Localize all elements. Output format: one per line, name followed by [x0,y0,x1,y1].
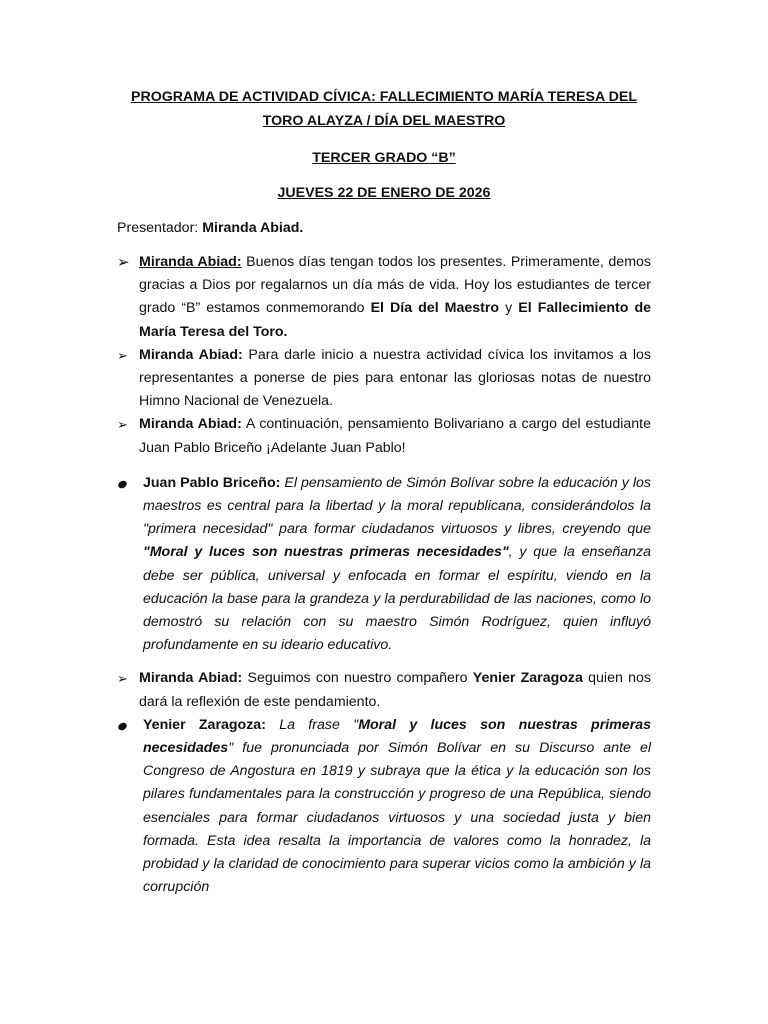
presenter-line [117,217,651,240]
item-text: Para darle inicio a nuestra actividad cívica los invitamos a los representantes a ponerse de pies para entonar las gloriosas notas de nuestro Himno Nacional de Venezuela. [139,346,651,410]
speaker-name: Miranda Abiad: [139,254,242,270]
item-text: Buenos días tengan todos los presentes. Primeramente, demos gracias a Dios por regalarnos un día más de vida. Hoy los estudiantes de tercer grado “B” estamos conmemorando [139,254,651,317]
speaker-name: Yenier Zaragoza [143,716,262,733]
item-text: El pensamiento de Simón Bolívar sobre la educación y los maestros es central para la libertad y la moral republicana, considerándolos la "primera necesidad" para formar ciudadanos virtuosos y libres, creyendo que [143,474,652,538]
item-bold: El Día del Maestro [370,300,500,317]
speaker-colon: : [261,716,266,733]
arrow-bullet-icon: ➢ [117,671,128,687]
arrow-bullet-icon: ➢ [117,254,130,271]
list-item [117,344,651,414]
item-text: A continuación, pensamiento Bolivariano a cargo del estudiante Juan Pablo Briceño ¡Adelante Juan Pablo! [139,416,651,456]
title-line-1: PROGRAMA DE ACTIVIDAD CÍVICA: FALLECIMIENTO MARÍA TERESA DEL [130,89,638,105]
item-text: Seguimos con nuestro compañero [242,670,473,687]
item-bold: Yenier Zaragoza [472,670,583,687]
list-item [117,714,651,900]
arrow-bullet-icon: ➢ [117,347,128,363]
list-item [117,251,651,344]
item-text: y [499,300,519,317]
presenter-label: Presentador: [117,220,203,236]
item-text: , y que la enseñanza debe ser pública, universal y enfocada en formar el espíritu, viendo en la educación la base para la grandeza y la perdurabilidad de las naciones, como lo demostró su relación con su maestro Simón Rodríguez, quien influyó profundamente en su ideario educativo. [143,544,651,654]
presenter-name: Miranda Abiad. [202,220,304,236]
list-item [117,413,651,459]
list-item [117,667,651,713]
dot-bullet-icon [118,472,134,495]
title-line-2: TORO ALAYZA / DÍA DEL MAESTRO [262,112,506,129]
item-text: La frase " [265,716,359,733]
document-title [117,86,651,133]
item-text: " fue pronunciada por Simón Bolívar en su Discurso ante el Congreso de Angostura en 1819 y subraya que la ética y la educación son los pilares fundamentales para la construcción y progreso de una República, siendo esenciales para formar ciudadanos virtuosos y una sociedad justa y bien formada. Esta idea resalta la importancia de valores como la honradez, la probidad y la claridad de conocimiento para superar vicios como la ambición y la corrupción [143,740,651,896]
item-quote: Moral y luces son nuestras primeras necesidades [143,716,651,757]
speaker-name: Miranda Abiad: [139,670,243,687]
program-list [117,251,651,899]
arrow-bullet-icon: ➢ [117,417,128,433]
list-item [117,472,651,658]
speaker-name: Miranda Abiad: [139,416,242,433]
item-quote: "Moral y luces son nuestras primeras necesidades" [143,544,509,561]
item-text: quien nos dará la reflexión de este pendamiento. [139,670,651,710]
date-heading: JUEVES 22 DE ENERO DE 2026 [277,185,491,201]
item-bold: El Fallecimiento de María Teresa del Toro. [139,300,651,340]
speaker-name: Juan Pablo Briceño: [143,474,281,491]
speaker-name: Miranda Abiad: [139,346,243,363]
dot-bullet-icon [118,714,134,737]
grade-heading: TERCER GRADO “B” [312,150,456,166]
